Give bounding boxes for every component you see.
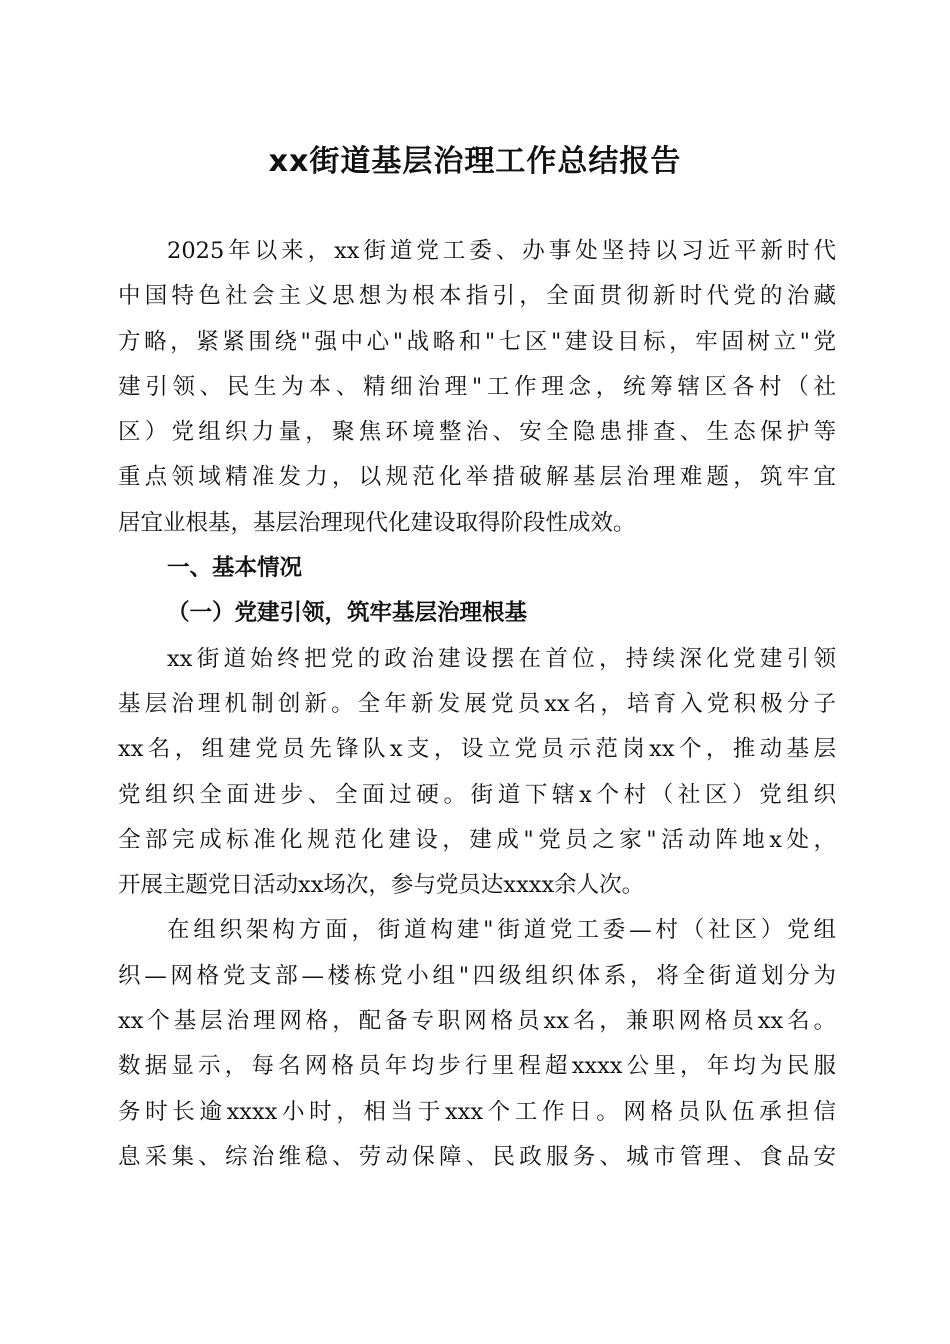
intro-paragraph	[118, 229, 836, 546]
document-body	[118, 229, 836, 1180]
paragraph-line: 开展主题党日活动xx场次，参与党员达xxxx余人次。	[118, 872, 645, 899]
paragraph-line: 居宜业根基，基层治理现代化建设取得阶段性成效。	[118, 509, 636, 536]
paragraph-line: 2025年以来，xx街道党工委、办事处坚持以习近平新时代	[167, 238, 836, 264]
section-heading: 一、基本情况	[167, 555, 303, 582]
paragraph-line: 重点领域精准发力，以规范化举措破解基层治理难题，筑牢宜	[118, 464, 836, 491]
paragraph-line: 方略，紧紧围绕"强中心"战略和"七区"建设目标，牢固树立"党	[118, 328, 836, 355]
paragraph-line: xx名，组建党员先锋队x支，设立党员示范岗xx个，推动基层	[118, 736, 836, 763]
paragraph-line: 区）党组织力量，聚焦环境整治、安全隐患排查、生态保护等	[118, 419, 836, 446]
paragraph-line: 织—网格党支部—楼栋党小组"四级组织体系，将全街道划分为	[118, 962, 836, 989]
subsection-heading: （一）党建引领，筑牢基层治理根基	[167, 600, 528, 627]
paragraph-line: 基层治理机制创新。全年新发展党员xx名，培育入党积极分子	[118, 690, 836, 717]
paragraph-line: 息采集、综治维稳、劳动保障、民政服务、城市管理、食品安	[118, 1143, 836, 1170]
party-building-paragraph	[118, 637, 836, 909]
paragraph-line: 在组织架构方面，街道构建"街道党工委—村（社区）党组	[167, 917, 836, 944]
paragraph-line: 建引领、民生为本、精细治理"工作理念，统筹辖区各村（社	[118, 373, 836, 400]
paragraph-line: 数据显示，每名网格员年均步行里程超xxxx公里，年均为民服	[118, 1053, 836, 1080]
paragraph-line: 务时长逾xxxx小时，相当于xxx个工作日。网格员队伍承担信	[118, 1098, 836, 1125]
organization-paragraph	[118, 908, 836, 1180]
paragraph-line: xx街道始终把党的政治建设摆在首位，持续深化党建引领	[167, 645, 836, 672]
paragraph-line: 党组织全面进步、全面过硬。街道下辖x个村（社区）党组织	[118, 781, 836, 808]
paragraph-line: xx个基层治理网格，配备专职网格员xx名，兼职网格员xx名。	[118, 1008, 836, 1035]
document-title: xx街道基层治理工作总结报告	[268, 144, 682, 179]
paragraph-line: 中国特色社会主义思想为根本指引，全面贯彻新时代党的治藏	[118, 283, 836, 310]
paragraph-line: 全部完成标准化规范化建设，建成"党员之家"活动阵地x处，	[118, 826, 836, 853]
